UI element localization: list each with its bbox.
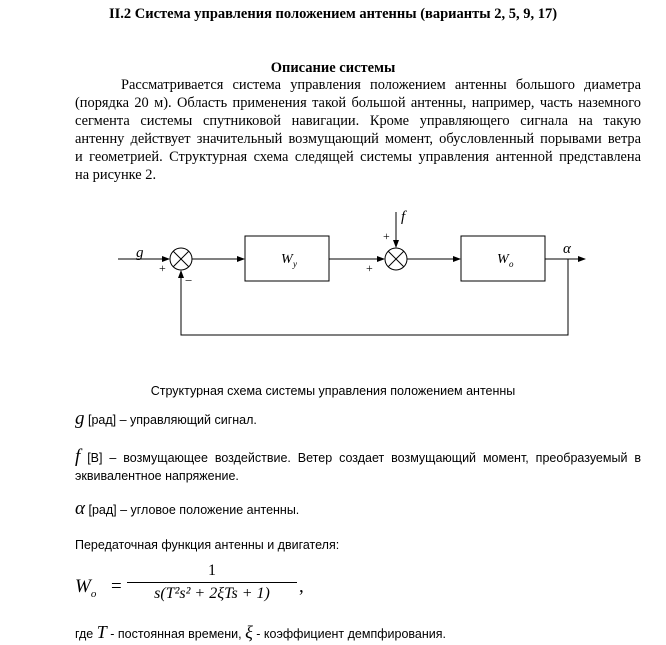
formula-lhs-subscript: o bbox=[90, 587, 97, 600]
xi-symbol: ξ bbox=[245, 622, 253, 642]
where-line bbox=[75, 622, 446, 643]
paragraph-line: (порядка 20 м). Область применения такой большой антенны, например, часть наземного bbox=[75, 95, 641, 111]
paragraph-line: Рассматривается система управления положением антенны большого диаметра bbox=[121, 77, 641, 93]
f-definition-text: [В] – возмущающее воздействие. Ветер создает возмущающий момент, преобразуемый в bbox=[87, 451, 641, 465]
formula-denominator: s(T²s² + 2ξTs + 1) bbox=[154, 585, 270, 602]
definition-f bbox=[75, 448, 641, 485]
T-description: - постоянная времени, bbox=[110, 627, 242, 641]
definition-alpha bbox=[75, 500, 641, 519]
controller-label: W bbox=[281, 252, 293, 267]
input-label: g bbox=[136, 245, 144, 261]
formula-lhs bbox=[75, 576, 96, 600]
plus-sign-3: + bbox=[366, 261, 373, 275]
disturbance-label: f bbox=[401, 209, 406, 225]
T-symbol: T bbox=[96, 622, 107, 642]
subsection-heading: Описание системы bbox=[270, 60, 396, 76]
formula-equals: = bbox=[111, 576, 122, 597]
plant-label: W bbox=[497, 252, 509, 267]
paragraph-line: и геометрией. Структурная схема следящей системы управления антенной представлена bbox=[75, 149, 641, 165]
transfer-function-title: Передаточная функция антенны и двигателя: bbox=[75, 538, 340, 552]
formula-comma: , bbox=[299, 576, 304, 597]
formula-lhs-symbol: W bbox=[75, 576, 91, 597]
controller-subscript: у bbox=[293, 259, 297, 269]
g-definition-text: [рад] – управляющий сигнал. bbox=[87, 413, 257, 427]
formula-fraction bbox=[127, 562, 297, 603]
paragraph-line: на рисунке 2. bbox=[75, 167, 157, 183]
alpha-definition-text: [рад] – угловое положение антенны. bbox=[88, 503, 300, 517]
plus-sign-2: + bbox=[383, 229, 390, 243]
transfer-function-formula bbox=[75, 562, 315, 612]
description-paragraph bbox=[75, 76, 641, 184]
figure-caption: Структурная схема системы управления положением антенны bbox=[150, 384, 516, 398]
output-label: α bbox=[563, 241, 571, 257]
paragraph-line: сегмента системы спутниковой навигации. Кроме управляющего сигнала на такую bbox=[75, 113, 641, 129]
alpha-symbol: α bbox=[75, 498, 85, 519]
paragraph-line: антенну действует значительный возмущающий момент, обусловленный порывами ветра bbox=[75, 131, 641, 147]
xi-description: - коэффициент демпфирования. bbox=[256, 627, 446, 641]
block-diagram bbox=[0, 200, 666, 350]
g-symbol: g bbox=[75, 408, 85, 429]
plant-subscript: о bbox=[509, 259, 514, 269]
f-symbol: f bbox=[75, 446, 81, 467]
section-heading: II.2 Система управления положением антенны (варианты 2, 5, 9, 17) bbox=[108, 6, 558, 22]
feedback-line bbox=[181, 259, 568, 335]
minus-sign: − bbox=[185, 273, 193, 288]
plus-sign-1: + bbox=[159, 261, 166, 275]
definition-g bbox=[75, 410, 641, 429]
formula-numerator: 1 bbox=[208, 562, 216, 579]
f-definition-line bbox=[75, 448, 641, 467]
f-definition-line-2: эквивалентное напряжение. bbox=[75, 469, 239, 483]
where-prefix: где bbox=[75, 627, 94, 641]
